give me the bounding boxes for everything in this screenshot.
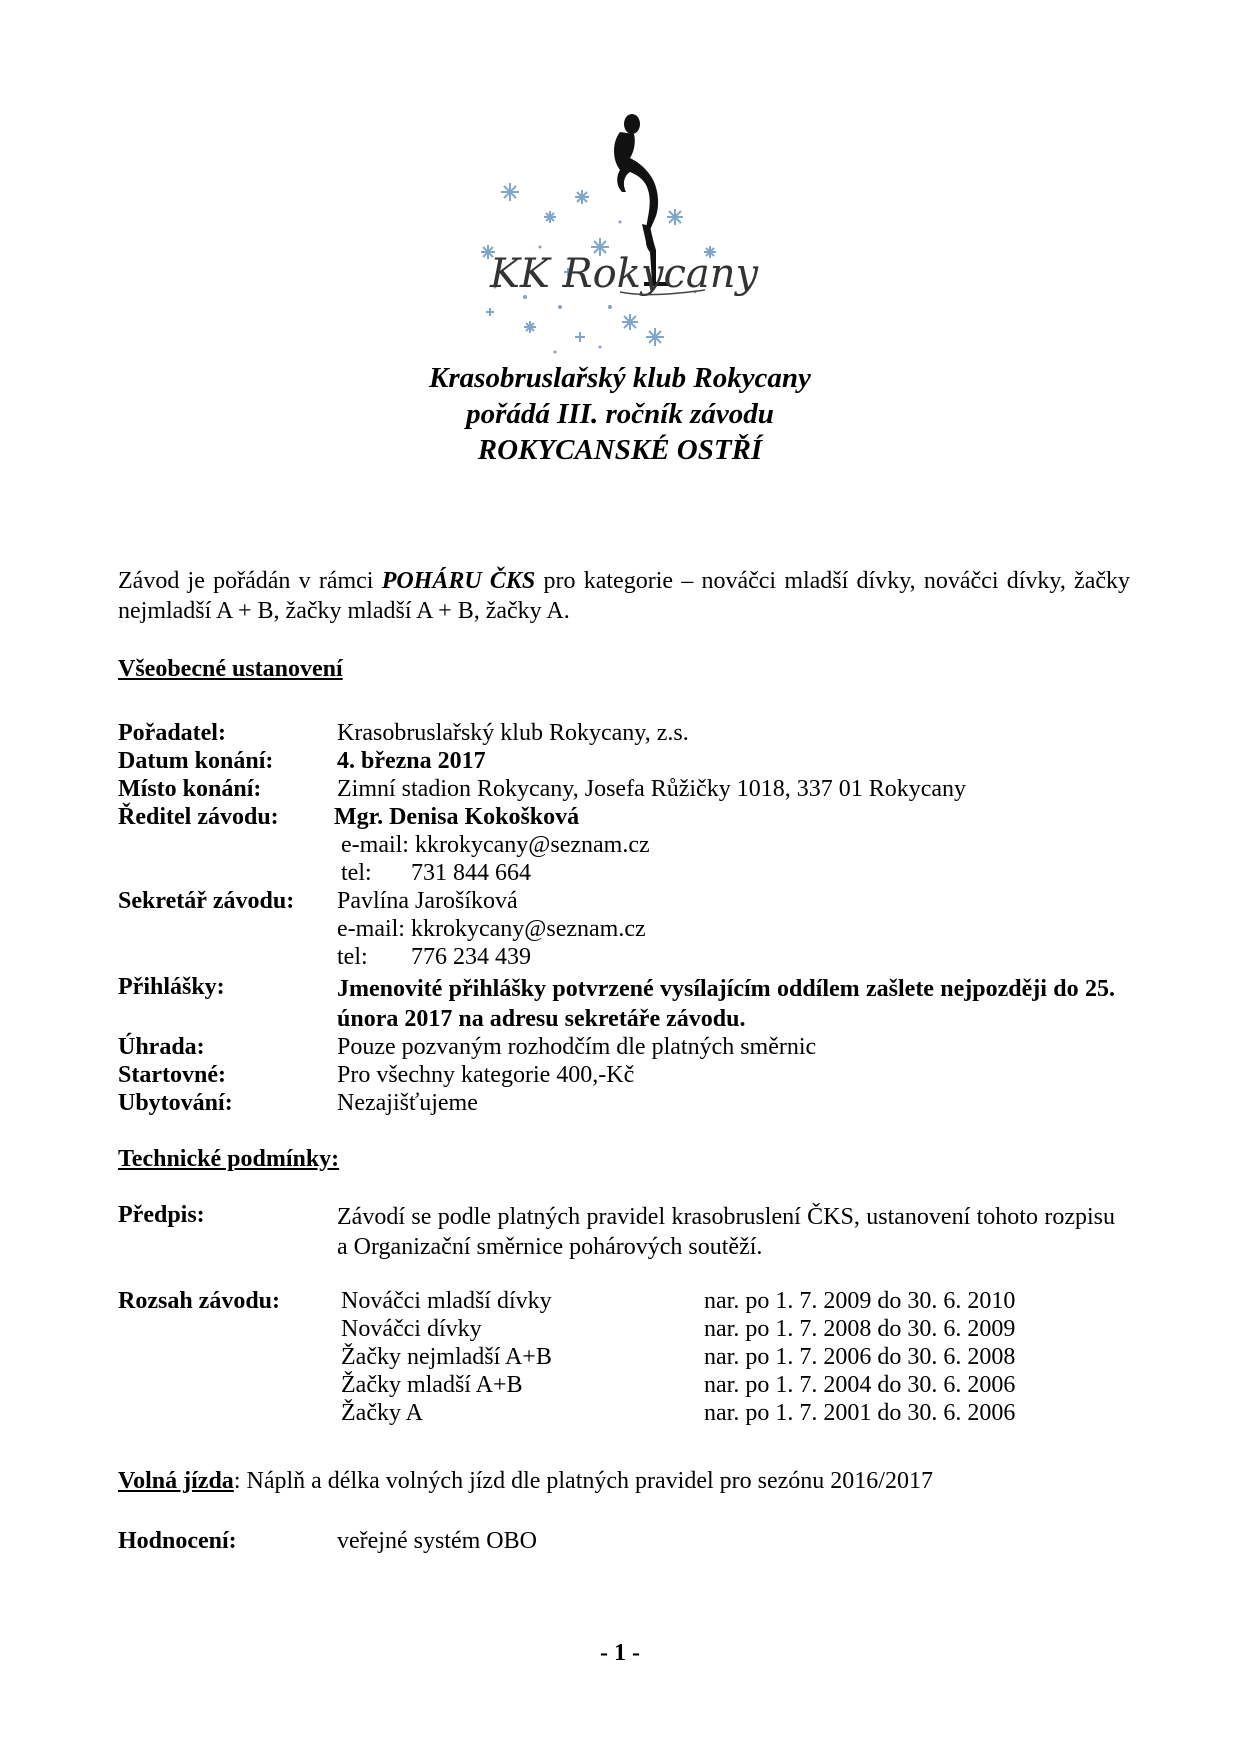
place-label: Místo konání:: [118, 776, 262, 802]
scoring-label: Hodnocení:: [118, 1528, 237, 1554]
free-skate-label: Volná jízda: [118, 1468, 234, 1494]
scoring-value: veřejné systém OBO: [337, 1528, 537, 1554]
date-label: Datum konání:: [118, 748, 274, 774]
director-email: e-mail: kkrokycany@seznam.cz: [341, 832, 650, 858]
place-value: Zimní stadion Rokycany, Josefa Růžičky 1018, 337 01 Rokycany: [337, 776, 967, 802]
entries-value: Jmenovité přihlášky potvrzené vysílajícím oddílem zašlete nejpozději do 25. února 2017 na adresu sekretáře závodu.: [337, 976, 1115, 1032]
secretary-email: e-mail: kkrokycany@seznam.cz: [337, 916, 646, 942]
secretary-label: Sekretář závodu:: [118, 888, 295, 914]
general-heading: Všeobecné ustanovení: [118, 656, 343, 682]
secretary-tel: 776 234 439: [411, 944, 531, 970]
organizer-label: Pořadatel:: [118, 720, 226, 746]
category-born: nar. po 1. 7. 2004 do 30. 6. 2006: [704, 1372, 1016, 1398]
director-tel-label: tel:: [341, 860, 372, 886]
rules-value: Závodí se podle platných pravidel krasobruslení ČKS, ustanovení tohoto rozpisu a Organizační směrnice pohárových soutěží.: [337, 1204, 1115, 1260]
category-name: Žačky nejmladší A+B: [341, 1344, 552, 1370]
intro-after: pro kategorie – nováčci mladší dívky, nováčci dívky, žačky nejmladší A + B, žačky mladší A + B, žačky A.: [118, 568, 1131, 624]
club-logo: [470, 112, 770, 362]
director-tel: 731 844 664: [411, 860, 531, 886]
title-line-1: Krasobruslařský klub Rokycany: [429, 362, 811, 394]
category-born: nar. po 1. 7. 2009 do 30. 6. 2010: [704, 1288, 1016, 1314]
director-label: Ředitel závodu:: [118, 804, 279, 830]
category-name: Žačky A: [341, 1400, 423, 1426]
category-name: Nováčci dívky: [341, 1316, 482, 1342]
title-line-2: pořádá III. ročník závodu: [466, 398, 774, 430]
payment-label: Úhrada:: [118, 1034, 205, 1060]
category-born: nar. po 1. 7. 2001 do 30. 6. 2006: [704, 1400, 1016, 1426]
free-skate-line: [118, 1468, 933, 1495]
scope-label: Rozsah závodu:: [118, 1288, 281, 1314]
intro-highlight: POHÁRU ČKS: [381, 568, 536, 594]
date-value: 4. března 2017: [337, 748, 486, 774]
secretary-tel-label: tel:: [337, 944, 368, 970]
logo-lettering: KK Rokycany: [490, 251, 759, 297]
intro-paragraph: [118, 566, 1130, 626]
director-name: Mgr. Denisa Kokošková: [334, 804, 580, 830]
category-born: nar. po 1. 7. 2006 do 30. 6. 2008: [704, 1344, 1016, 1370]
intro-before: Závod je pořádán v rámci: [118, 568, 382, 594]
fee-label: Startovné:: [118, 1062, 226, 1088]
category-name: Nováčci mladší dívky: [341, 1288, 552, 1314]
payment-value: Pouze pozvaným rozhodčím dle platných směrnic: [337, 1034, 817, 1060]
accommodation-value: Nezajišťujeme: [337, 1090, 478, 1116]
rules-label: Předpis:: [118, 1202, 205, 1228]
entries-label: Přihlášky:: [118, 974, 225, 1000]
fee-value: Pro všechny kategorie 400,-Kč: [337, 1062, 635, 1088]
secretary-name: Pavlína Jarošíková: [337, 888, 518, 914]
free-skate-value: : Náplň a délka volných jízd dle platných pravidel pro sezónu 2016/2017: [233, 1468, 933, 1494]
organizer-value: Krasobruslařský klub Rokycany, z.s.: [337, 720, 689, 746]
category-name: Žačky mladší A+B: [341, 1372, 523, 1398]
title-line-3: ROKYCANSKÉ OSTŘÍ: [477, 434, 763, 466]
accommodation-label: Ubytování:: [118, 1090, 233, 1116]
technical-heading: Technické podmínky:: [118, 1146, 340, 1172]
category-born: nar. po 1. 7. 2008 do 30. 6. 2009: [704, 1316, 1016, 1342]
page-number: - 1 -: [600, 1640, 640, 1666]
